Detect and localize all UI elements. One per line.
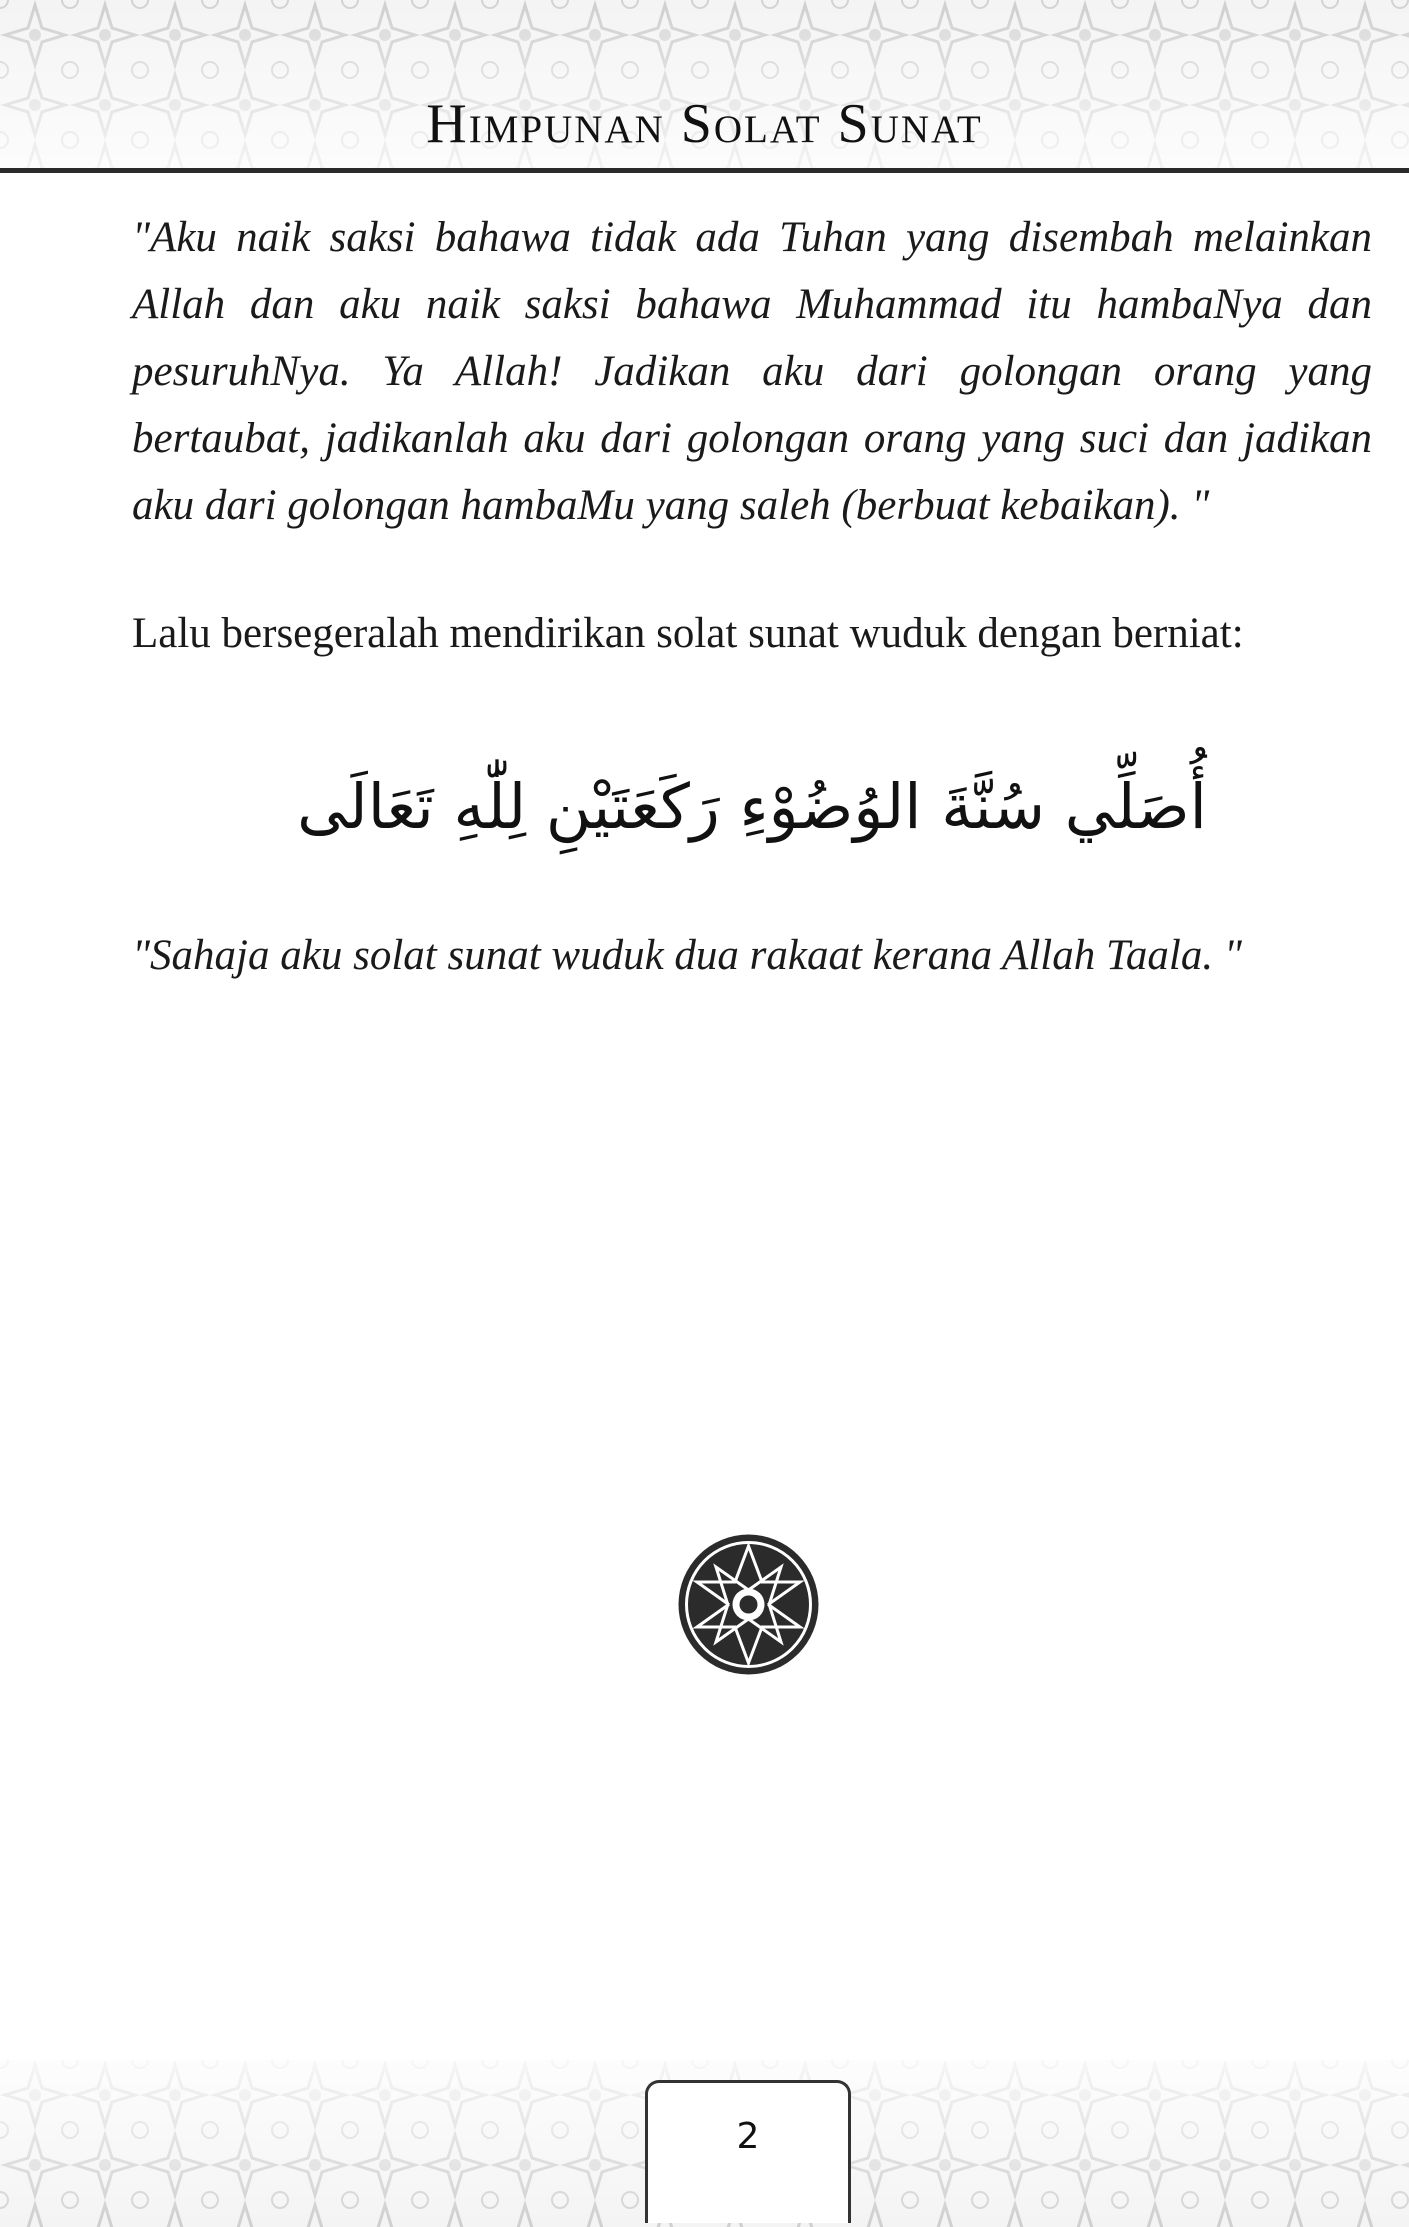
geometric-rosette-icon xyxy=(676,1532,821,1677)
niat-translation: "Sahaja aku solat sunat wuduk dua rakaat kerana Allah Taala. " xyxy=(132,932,1242,979)
header-rule xyxy=(0,168,1409,173)
arabic-niat-text: أُصَلِّي سُنَّةَ الوُضُوْءِ رَكَعَتَيْنِ لِلّٰهِ تَعَالَى xyxy=(297,770,1207,843)
shahadah-prayer-translation: "Aku naik saksi bahawa tidak ada Tuhan yang disembah melainkan Allah dan aku naik saksi bahawa Muhammad itu hambaNya dan pesuruhNya. Ya Allah! Jadikan aku dari golongan orang yang bertaubat, jadikanlah aku dari golongan orang yang suci dan jadikan aku dari golongan hambaMu yang saleh (berbuat kebaikan). " xyxy=(132,214,1372,529)
page-number: 2 xyxy=(736,2116,760,2157)
instruction-paragraph: Lalu bersegeralah mendirikan solat sunat wuduk dengan berniat: xyxy=(132,610,1244,657)
running-header-title: Himpunan Solat Sunat xyxy=(426,93,983,155)
